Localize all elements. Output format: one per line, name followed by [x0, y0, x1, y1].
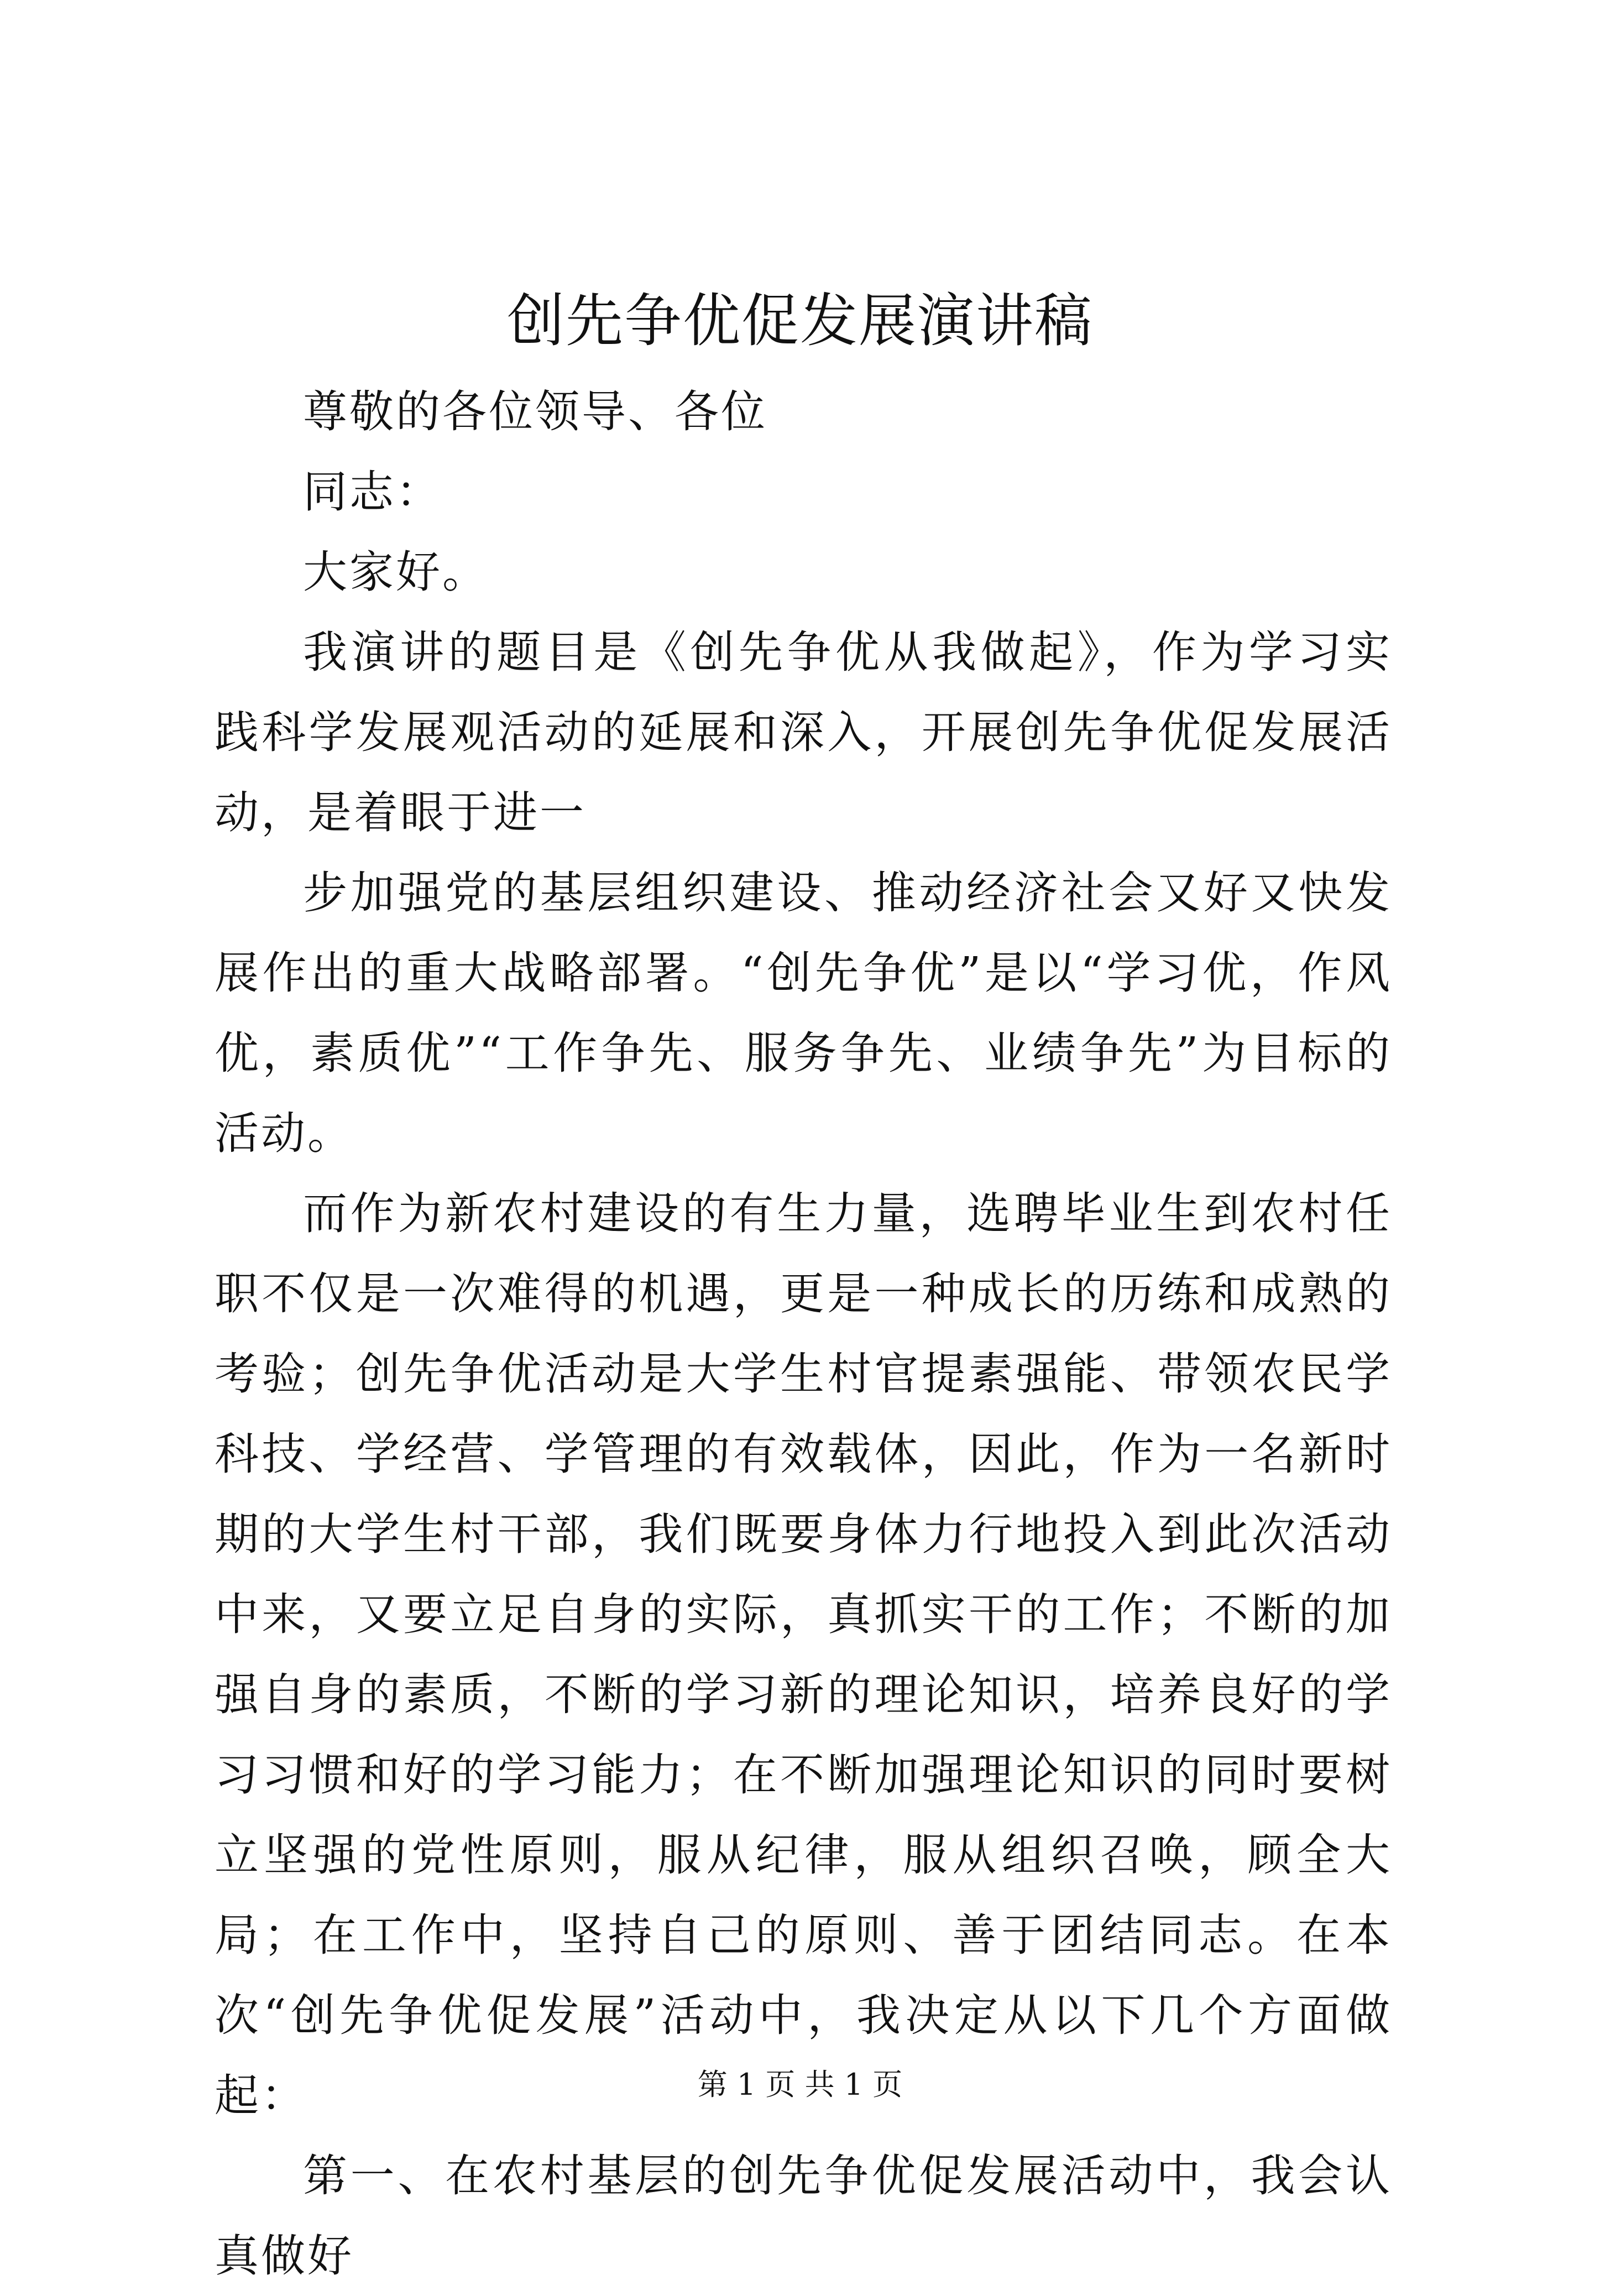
salutation-line-1: 尊敬的各位领导、各位: [303, 386, 767, 437]
document-title: 创先争优促发展演讲稿: [506, 287, 1093, 354]
paragraph-strategy: 步加强党的基层组织建设、推动经济社会又好又快发展作出的重大战略部署。“创先争优”是以“学习优，作风优，素质优”“工作争先、服务争先、业绩争先”为目标的活动。: [215, 867, 1392, 1159]
paragraph-intro: 我演讲的题目是《创先争优从我做起》，作为学习实践科学发展观活动的延展和深入，开展创先争优促发展活动，是着眼于进一: [215, 627, 1392, 838]
salutation-line-2: 同志：: [303, 466, 442, 518]
page-number-label: 第 1 页 共 1 页: [697, 2067, 903, 2102]
paragraph-village-official: 而作为新农村建设的有生力量，选聘毕业生到农村任职不仅是一次难得的机遇，更是一种成长的历练和成熟的考验；创先争优活动是大学生村官提素强能、带领农民学科技、学经营、学管理的有效载体，因此，作为一名新时期的大学生村干部，我们既要身体力行地投入到此次活动中来，又要立足自身的实际，真抓实干的工作；不断的加强自身的素质，不断的学习新的理论知识，培养良好的学习习惯和好的学习能力；在不断加强理论知识的同时要树立坚强的党性原则，服从纪律，服从组织召唤，顾全大局；在工作中，坚持自己的原则、善于团结同志。在本次“创先争优促发展”活动中，我决定从以下几个方面做起：: [215, 1188, 1392, 2121]
page-footer: [0, 2063, 1600, 2107]
document-body: [215, 372, 1392, 2296]
greeting: 大家好。: [303, 546, 489, 598]
paragraph-first-point: 第一、在农村基层的创先争优促发展活动中，我会认真做好: [215, 2150, 1392, 2282]
